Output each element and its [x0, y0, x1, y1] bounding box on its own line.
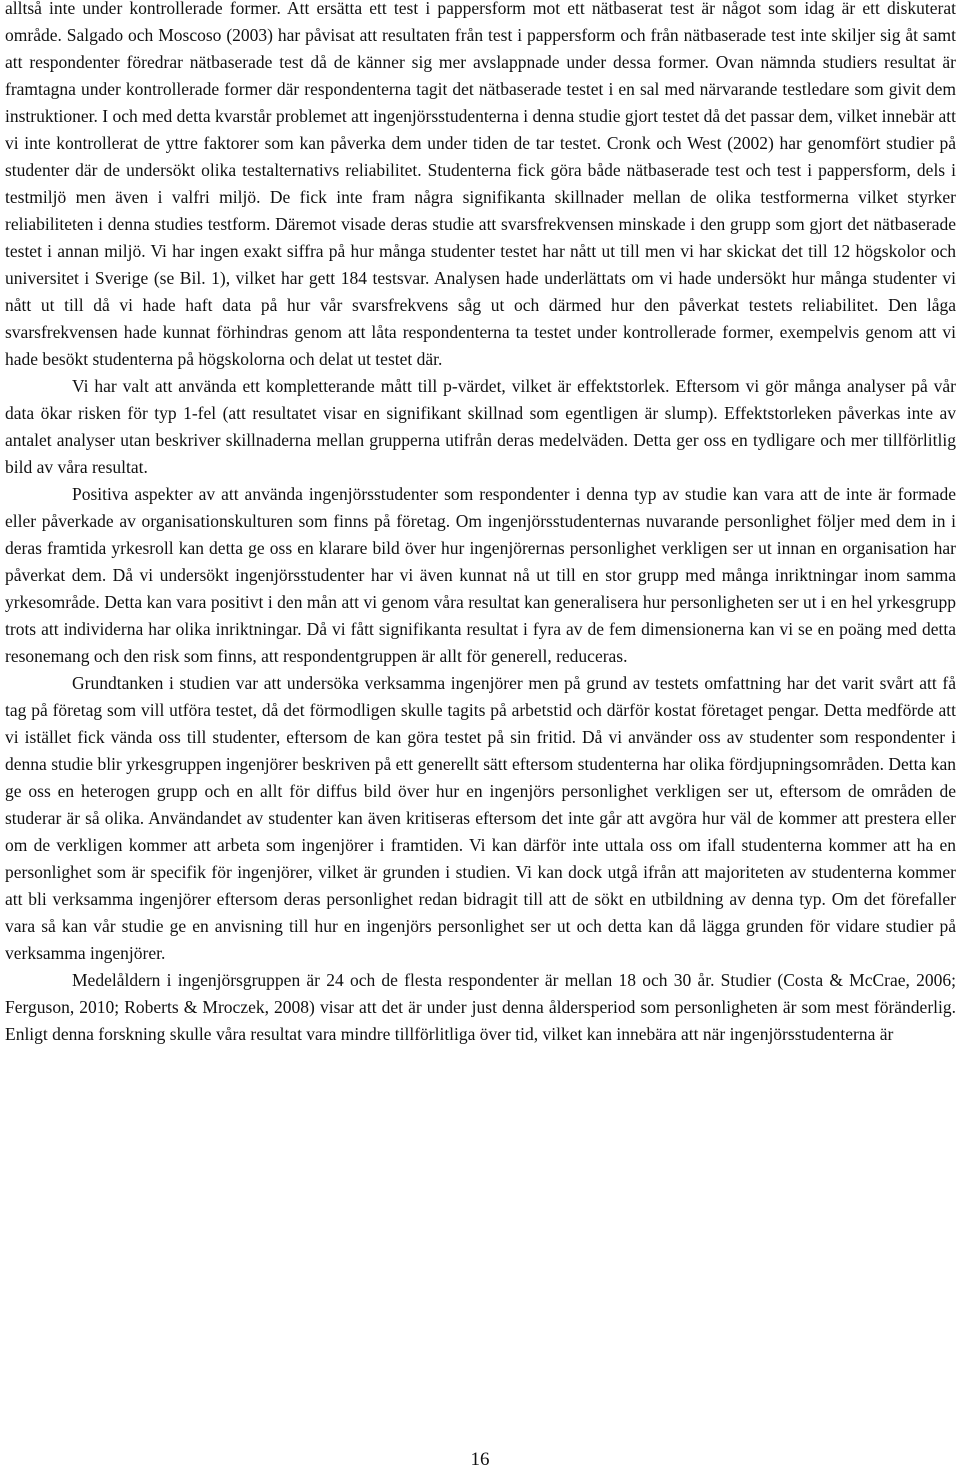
page-number: 16	[470, 1449, 490, 1470]
body-paragraph: Grundtanken i studien var att undersöka verksamma ingenjörer men på grund av testets omfattning har det varit svårt att få tag på företag som vill utföra testet, då det förmodligen skulle tagits på arbetstid och därför kostat företaget pengar. Detta medförde att vi istället fick vända oss till studenter, eftersom de kan göra testet på sin fritid. Då vi använder oss av studenter som respondenter i denna studie blir yrkesgruppen ingenjörer beskriven på ett generellt sätt eftersom studenterna har olika fördjupningsområden. Detta kan ge oss en heterogen grupp och en allt för diffus bild över hur en ingenjörs personlighet verkligen ser ut, eftersom de områden de studerar är så olika. Användandet av studenter kan även kritiseras eftersom det inte går att avgöra hur väl de kommer att prestera eller om de verkligen kommer att arbeta som ingenjörer i framtiden. Vi kan därför inte uttala oss om ifall studenterna kommer att ha en personlighet som är specifik för ingenjörer, vilket är grunden i studien. Vi kan dock utgå ifrån att majoriteten av studenterna kommer att bli verksamma ingenjörer eftersom deras personlighet redan bidragit till att de sökt en utbildning av denna typ. Om det förefaller vara så kan vår studie ge en anvisning till hur en ingenjörs personlighet ser ut och detta kan då lägga grunden för vidare studier på verksamma ingenjörer.	[5, 673, 956, 963]
body-paragraph: Medelåldern i ingenjörsgruppen är 24 och de flesta respondenter är mellan 18 och 30 år. Studier (Costa & McCrae, 2006; Ferguson, 2010; Roberts & Mroczek, 2008) visar att det är under just denna åldersperiod som personligheten är som mest föränderlig. Enligt denna forskning skulle våra resultat vara mindre tillförlitliga över tid, vilket kan innebära att när ingenjörsstudenterna är	[5, 970, 956, 1044]
document-page	[5, 0, 956, 1048]
body-paragraph: Positiva aspekter av att använda ingenjörsstudenter som respondenter i denna typ av studie kan vara att de inte är formade eller påverkade av organisationskulturen som finns på företag. Om ingenjörsstudenternas nuvarande personlighet följer med dem in i deras framtida yrkesroll kan detta ge oss en klarare bild över hur ingenjörernas personlighet verkligen ser ut innan en organisation har påverkat dem. Då vi undersökt ingenjörsstudenter har vi även kunnat nå ut till en stor grupp med många inriktningar inom samma yrkesområde. Detta kan vara positivt i den mån att vi genom våra resultat kan generalisera hur personligheten ser ut i en hel yrkesgrupp trots att individerna har olika inriktningar. Då vi fått signifikanta resultat i fyra av de fem dimensionerna kan vi se en poäng med detta resonemang och den risk som finns, att respondentgruppen är allt för generell, reduceras.	[5, 484, 956, 666]
body-paragraph: Vi har valt att använda ett kompletterande mått till p-värdet, vilket är effektstorlek. Eftersom vi gör många analyser på vår data ökar risken för typ 1-fel (att resultatet visar en signifikant skillnad som egentligen är slump). Effektstorleken påverkas inte av antalet analyser utan beskriver skillnaderna mellan grupperna utifrån deras medelväden. Detta ger oss en tydligare och mer tillförlitlig bild av våra resultat.	[5, 376, 956, 477]
body-paragraph: alltså inte under kontrollerade former. Att ersätta ett test i pappersform mot ett nätbaserat test är något som idag är ett diskuterat område. Salgado och Moscoso (2003) har påvisat att resultaten från test i pappersform och från nätbaserade test inte skiljer sig åt samt att respondenter föredrar nätbaserade test då de känner sig mer avslappnade under dessa former. Ovan nämnda studiers resultat är framtagna under kontrollerade former där respondenterna tagit det nätbaserade testet i en sal med närvarande testledare som givit dem instruktioner. I och med detta kvarstår problemet att ingenjörsstudenterna i denna studie gjort testet då det passar dem, vilket innebär att vi inte kontrollerat de yttre faktorer som kan påverka dem under tiden de tar testet. Cronk och West (2002) har genomfört studier på studenter där de undersökt olika testalternativs reliabilitet. Studenterna fick göra både nätbaserade test och test i pappersform, dels i testmiljö men även i valfri miljö. De fick inte fram några signifikanta skillnader mellan de olika testformerna vilket styrker reliabiliteten i denna studies testform. Däremot visade deras studie att svarsfrekvensen minskade i den grupp som gjort det nätbaserade testet i annan miljö. Vi har ingen exakt siffra på hur många studenter testet har nått ut till men vi har skickat det till 12 högskolor och universitet i Sverige (se Bil. 1), vilket har gett 184 testsvar. Analysen hade underlättats om vi hade undersökt hur många studenter vi nått ut till då vi hade haft data på hur vår svarsfrekvens såg ut och därmed hur den påverkat testets reliabilitet. Den låga svarsfrekvensen hade kunnat förhindras genom att låta respondenterna ta testet under kontrollerade former, exempelvis genom att vi hade besökt studenterna på högskolorna och delat ut testet där.	[5, 0, 956, 369]
